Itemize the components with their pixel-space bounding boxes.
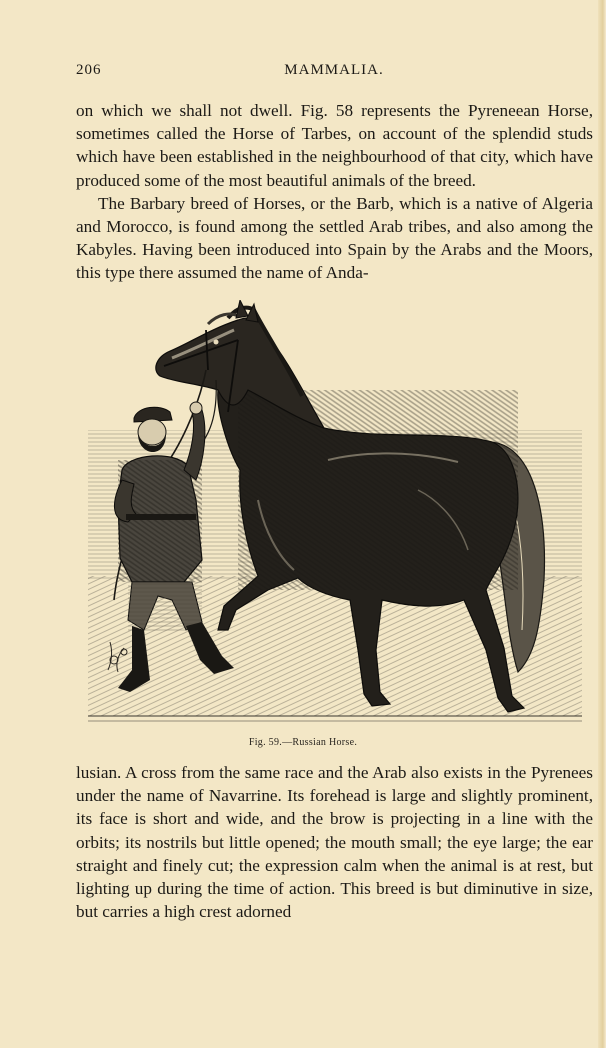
- running-title: MAMMALIA.: [284, 62, 384, 78]
- text-block-bottom: [76, 761, 593, 923]
- paragraph-barbary-horse: The Barbary breed of Horses, or the Barb, which is a native of Algeria and Morocco, is found among the settled Arab tribes, and also among the Kabyles. Having been introduced into Spain by the Arabs and the Moors, this type there assumed the name of Anda-: [76, 193, 593, 283]
- paragraph-pyreneean-horse: on which we shall not dwell. Fig. 58 represents the Pyreneean Horse, sometimes called the Horse of Tarbes, on account of the splendid studs which have been established in the neighbourhood of that city, which have produced some of the most beautiful animals of the breed.: [76, 101, 593, 190]
- page-number: 206: [76, 62, 102, 78]
- page-edge: [598, 0, 606, 1048]
- paragraph-navarrine: lusian. A cross from the same race and the Arab also exists in the Pyrenees under the name of Navarrine. Its forehead is large and slightly prominent, its face is short and wide, and the brow is projecting in a line with the orbits; its nostrils but little opened; the mouth small; the eye large; the ear straight and finely cut; the expression calm when the animal is at rest, but lighting up during the time of action. This breed is but diminutive in size, but carries a high crest adorned: [76, 763, 593, 922]
- figure-russian-horse: [88, 300, 582, 730]
- russian-horse-engraving: [88, 300, 582, 730]
- running-head: [76, 62, 592, 84]
- text-block-top: [76, 99, 593, 285]
- figure-caption: Fig. 59.—Russian Horse.: [248, 737, 358, 748]
